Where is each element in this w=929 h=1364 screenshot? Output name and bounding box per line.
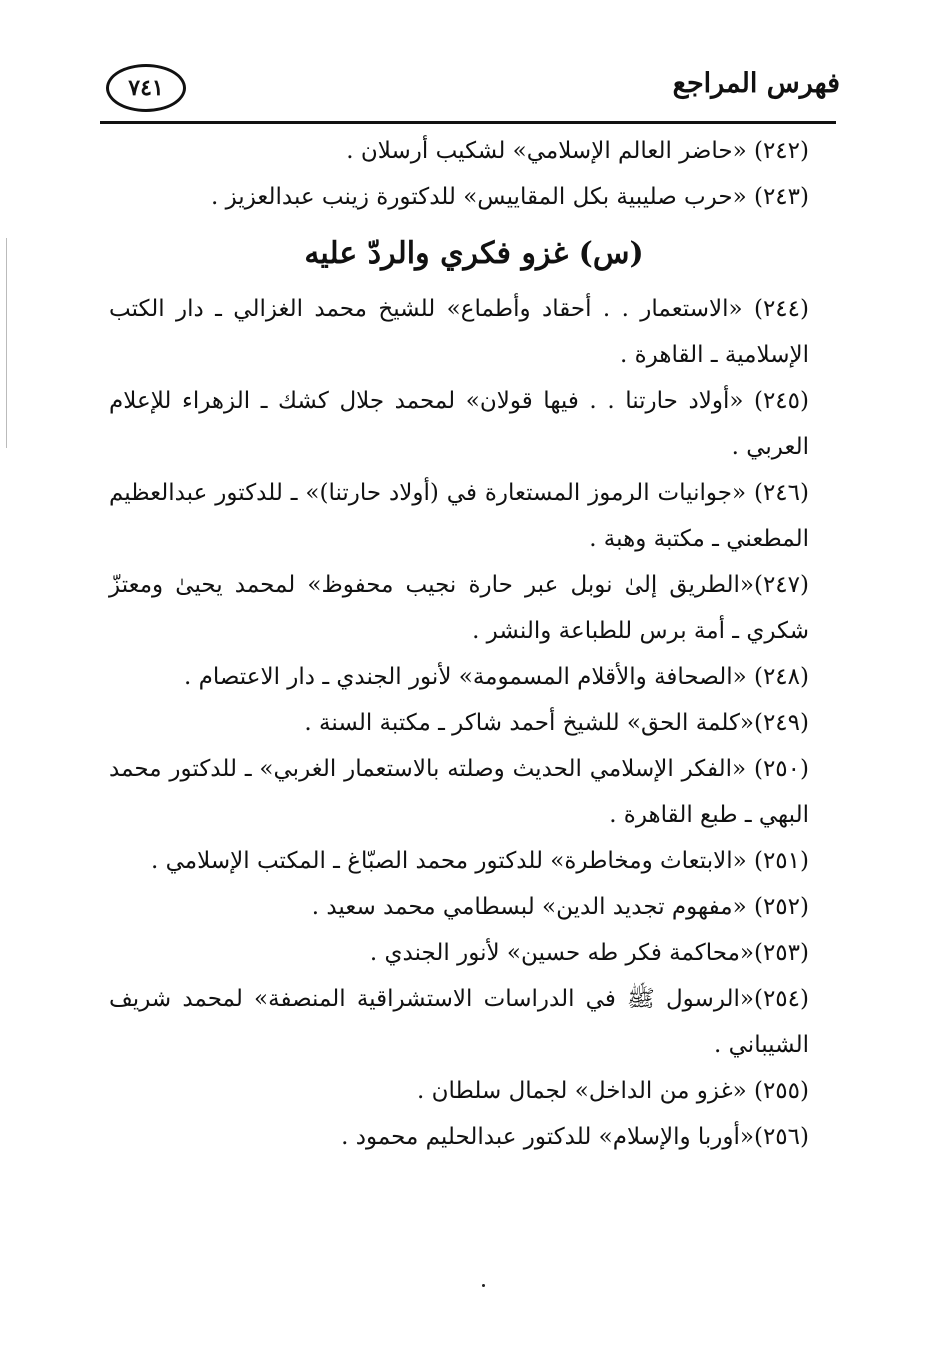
footer-mark (482, 1284, 485, 1287)
page-number: ٧٤١ (106, 64, 186, 112)
references-list (109, 128, 839, 1160)
reference-entry-242: (٢٤٢) «حاضر العالم الإسلامي» لشكيب أرسلان . (346, 138, 809, 164)
reference-entry-247: (٢٤٧)«الطريق إلىٰ نوبل عبر حارة نجيب محفوظ» لمحمد يحيىٰ ومعتزّ شكري ـ أمة برس للطباعة والنشر . (109, 572, 809, 644)
reference-entry-254: (٢٥٤)«الرسول ﷺ في الدراسات الاستشراقية المنصفة» لمحمد شريف الشيباني . (109, 986, 809, 1058)
scan-edge-line (6, 238, 7, 448)
reference-entry-250: (٢٥٠) «الفكر الإسلامي الحديث وصلته بالاستعمار الغربي» ـ للدكتور محمد البهي ـ طبع القاهرة . (109, 756, 809, 828)
reference-entry-244: (٢٤٤) «الاستعمار . . أحقاد وأطماع» للشيخ محمد الغزالي ـ دار الكتب الإسلامية ـ القاهرة . (109, 296, 809, 368)
reference-entry-243: (٢٤٣) «حرب صليبية بكل المقاييس» للدكتورة زينب عبدالعزيز . (210, 184, 809, 210)
header-divider (100, 121, 836, 124)
section-heading: (س) غزو فكري والردّ عليه (304, 236, 644, 271)
reference-entry-248: (٢٤٨) «الصحافة والأقلام المسمومة» لأنور الجندي ـ دار الاعتصام . (183, 664, 809, 690)
reference-entry-255: (٢٥٥) «غزو من الداخل» لجمال سلطان . (416, 1078, 809, 1104)
reference-entry-245: (٢٤٥) «أولاد حارتنا . . فيها قولان» لمحمد جلال كشك ـ الزهراء للإعلام العربي . (109, 388, 809, 460)
reference-entry-249: (٢٤٩)«كلمة الحق» للشيخ أحمد شاكر ـ مكتبة السنة . (304, 710, 809, 736)
reference-entry-251: (٢٥١) «الابتعاث ومخاطرة» للدكتور محمد الصبّاغ ـ المكتب الإسلامي . (151, 848, 809, 874)
reference-entry-246: (٢٤٦) «جوانيات الرموز المستعارة في (أولاد حارتنا)» ـ للدكتور عبدالعظيم المطعني ـ مكتبة وهبة . (109, 480, 809, 552)
page-header (100, 62, 840, 126)
reference-entry-253: (٢٥٣)«محاكمة فكر طه حسين» لأنور الجندي . (369, 940, 809, 966)
running-title: فهرس المراجع (672, 68, 840, 99)
reference-entry-256: (٢٥٦)«أوربا والإسلام» للدكتور عبدالحليم محمود . (341, 1124, 809, 1150)
reference-entry-252: (٢٥٢) «مفهوم تجديد الدين» لبسطامي محمد سعيد . (311, 894, 809, 920)
